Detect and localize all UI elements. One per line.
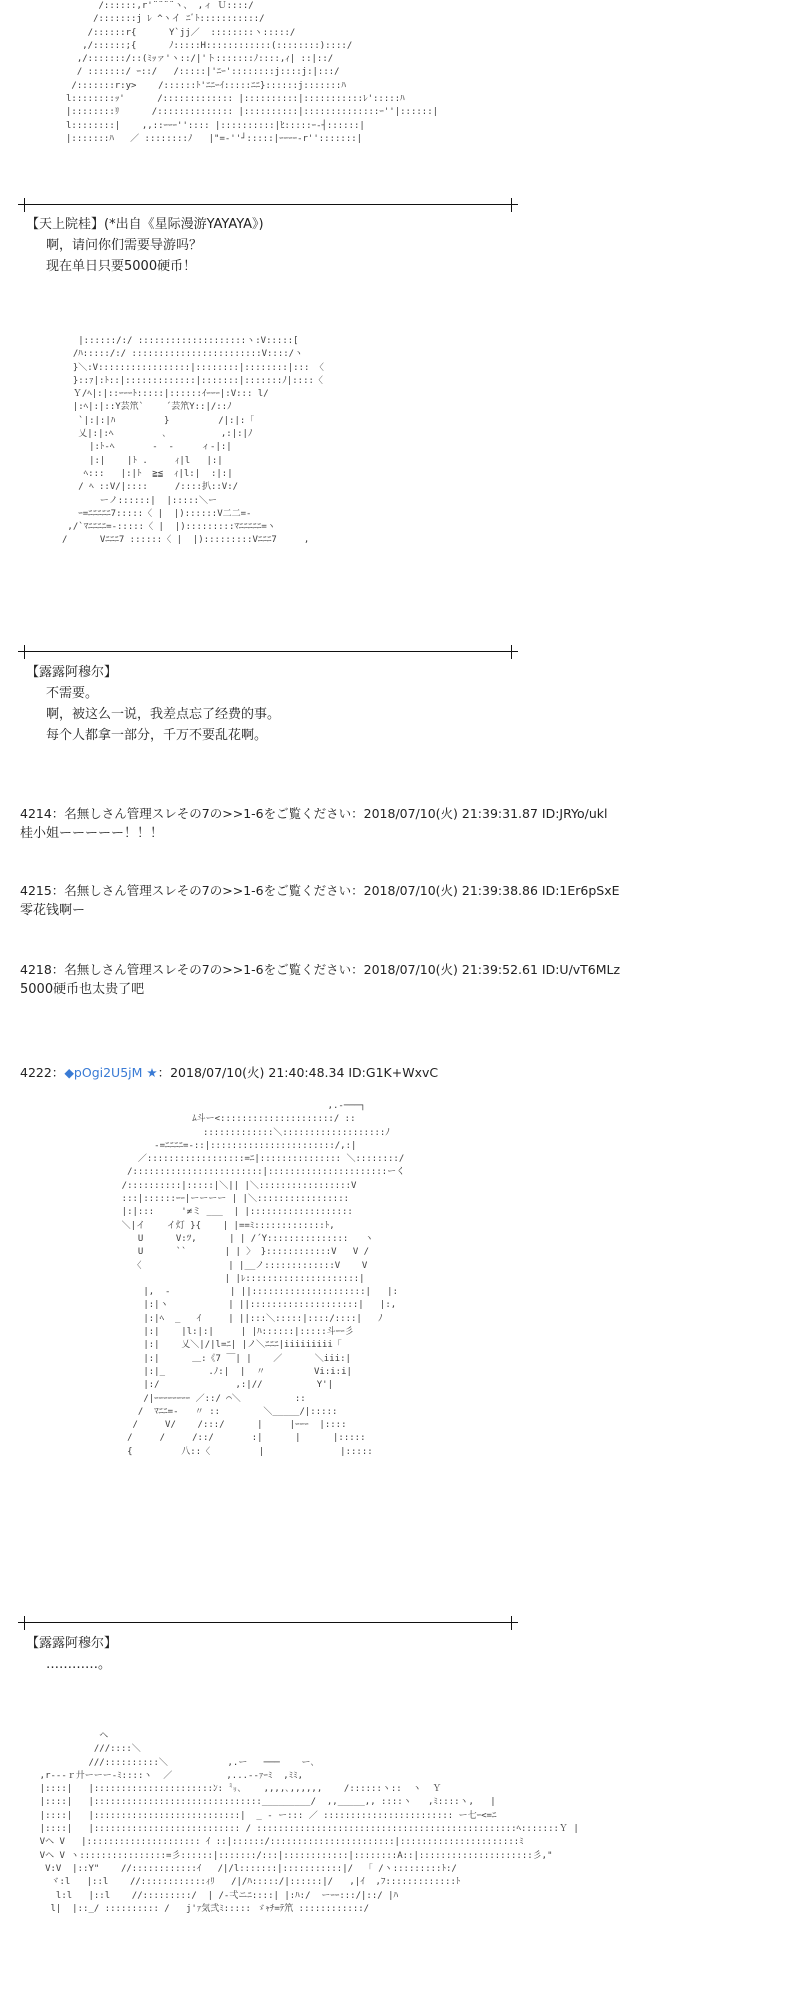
- speaker-name: 【露露阿穆尔】: [26, 1636, 118, 1651]
- post-header: [20, 1063, 438, 1083]
- dialogue-line: 现在单日只要5000硬币！: [46, 259, 197, 274]
- speaker-name: 【露露阿穆尔】: [26, 665, 118, 680]
- dialogue-lulu-2: [26, 1633, 117, 1675]
- post-body: 零花钱啊ー: [20, 903, 86, 918]
- dialogue-line: 每个人都拿一部分，千万不要乱花啊。: [46, 728, 268, 743]
- author-trip[interactable]: ◆pOgi2U5jM ★: [64, 1065, 158, 1080]
- scene-divider-3: [18, 1616, 518, 1630]
- ascii-art-standing: ,.-───┐ ﾑ斗ー<:::::::::::::::::::::/ :: :::::::::::::＼:::::::::::::::::::ﾉ -=ﾆﾆﾆﾆ=-::|:::::::::::::::::::::::/,:| ／::::::::::::::::::=ﾆ|::::::::::::::: ＼::::::::/ /::::::::::::::::::::::::|::::::::::::::::::::::ーく /::::::::::|:::::|＼|| |＼:::::::::::::::::V :::|::::::ｰｰ|ーーーー | |＼::::::::::::::::: |:|::: '≠ミ ___ | |::::::::::::::::::: ＼|イ イ灯 }{ | |==ﾐ:::::::::::::ﾄ, U V:ﾂ, | | /´Y::::::::::::::: ヽ U `` | | 〉 }::::::::::::V V / 〈 | |__ノ:::::::::::::V V | |ﾚ:::::::::::::::::::::| |, - | ||:::::::::::::::::::::| |: |:|ヽ | ||::::::::::::::::::::| |:, |:|ﾍ _ ｲ | ||:::＼:::::|::::/::::| ﾉ |:| |l:|:| | |ﾊ::::::|:::::斗ｰｰ彡 |:| 乂＼|/|l=ﾆ| |ノ＼ﾆﾆﾆ|iiiiiiiii「 |:| ＿:《7 ￣| | ／ ＼iii:| |:|_ .ﾉ:| | 〃 Vi:i:i| |:/ ,:|// Y'| /|ｰｰｰｰｰｰｰｰ ／::/ ⌒＼ :: / ﾏﾆﾆ=- 〃 :: ＼_____/|::::: / V/ /:::/ | |ｰｰｰ |:::: / / /::/ :| | |::::: { 八::〈 | |:::::: [121, 1101, 406, 1457]
- post-meta: ：2018/07/10(火) 21:40:48.34 ID:G1K+WxvC: [157, 1065, 439, 1080]
- dialogue-line: …………。: [46, 1657, 112, 1672]
- dialogue-line: 不需要。: [46, 686, 99, 701]
- ascii-art-girl: |::::::/:/ ::::::::::::::::::::ヽ:V:::::[ /ﾊ:::::/:/ ::::::::::::::::::::::::V::::/ヽ }＼:V:::::::::::::::::|::::::::|::::::::|::: 〈 }::ｧ|:ﾄ::|:::::::::::::|:::::::|:::::::ﾉ|::::〈 Ｙ/ﾍ|:|::ｰｰｰﾄ:::::|::::::ｲｰｰｰ|:V::: l/ |:ﾍ|:|::Y芸笊` ´芸笊Y::|/::ﾉ `|:|:|ﾊ } /|:|:「 乂|:|:ﾍ ､ ,:|:|ﾉ |:ﾄ-ﾍ - - ィ-|:| |:| |ﾄ . ｨ|l |:| ﾍ::: |:|ﾄ ≧≦ ｨ|l:| :|:| / ﾍ ::V/|:::: /::::扒::V:/ ーノ::::::| |:::::＼ー ｰ=ﾆﾆﾆﾆﾆ7:::::〈 | |)::::::V二二=- ,/`ﾏﾆﾆﾆﾆ=-:::::〈 | |):::::::::ﾏﾆﾆﾆﾆﾆ=ヽ / Vﾆﾆﾆ7 ::::::〈 | |):::::::::Vﾆﾆﾆ7 ,: [62, 336, 324, 546]
- reply-post-4214: [20, 804, 607, 844]
- post-body: 桂小姐ーーーーー！！！: [20, 826, 164, 841]
- reply-post-4218: [20, 960, 620, 1000]
- post-number: 4222：: [20, 1065, 65, 1080]
- ascii-art-top: /::::::,r'¨¨¨¨ヽ、 ,ィ Ｕ::::/ /:::::::j ﾚ ^ヽイ ﾆﾞﾄ:::::::::::/ /::::::r{ Y`jj／ ::::::::ヽ:::::/ ,/::::::;{ ﾉ:::::H::::::::::::(::::::::)::::/ ,/:::::::/::(ﾐｯァ'ヽ::/|'ト:::::::ﾉ::::,ｨ| ::|::/ / :::::::/ ｰ::/ /:::::|'ﾆｰ'::::::::j::::j:|:::/ /:::::::r:y> /::::::ﾄ'ﾆﾆｰｲ:::::ﾆﾆ}::::::j:::::::ﾊ l::::::::ｯ' /::::::::::::: |::::::::::|:::::::::::ﾚ':::::ﾊ |::::::::ﾘ /:::::::::::::: |::::::::::|::::::::::::::ｰ''|::::::| l::::::::| ,,::ｰｰｰ'':::: |::::::::::|ﾋ:::::ｰ‐┤::::::| |:::::::ﾊ ／ ::::::::ﾉ |"=-''┘:::::|ｰｰｰｰ‐r'':::::::|: [66, 1, 439, 144]
- dialogue-line: 啊，请问你们需要导游吗？: [46, 238, 203, 253]
- speaker-name: 【天上院桂】(*出自《星际漫游YAYAYA》): [26, 217, 264, 232]
- post-header: 4214：名無しさん管理スレその7の>>1-6をご覧ください：2018/07/10(火) 21:39:31.87 ID:JRYo/ukl: [20, 806, 608, 821]
- post-header: 4218：名無しさん管理スレその7の>>1-6をご覧ください：2018/07/10(火) 21:39:52.61 ID:U/vT6MLz: [20, 962, 621, 977]
- post-body: 5000硬币也太贵了吧: [20, 982, 145, 997]
- reply-post-4215: [20, 881, 620, 921]
- dialogue-katsura: [26, 214, 264, 277]
- post-header: 4215：名無しさん管理スレその7の>>1-6をご覧ください：2018/07/10(火) 21:39:38.86 ID:1Er6pSxE: [20, 883, 620, 898]
- dialogue-line: 啊，被这么一说，我差点忘了经费的事。: [46, 707, 281, 722]
- ascii-art-bottom: ヘ ///::::＼ ///::::::::::＼ ,.ー ─── ー､ ,r---ｒ廾ーーー-ﾐ::::ヽ ／ ,...-‐ｧｰﾐ ,ﾐﾐ, |::::| |::::::::::::::::::::::ﾝ: ㍉､ ,,,,､,,,,,, /::::::ヽ:: ヽ Ｙ |::::| |:::::::::::::::::::::::::::::::_________/ ,,_____,, ::::ヽ ,ﾐ::::ヽ, | |::::| |:::::::::::::::::::::::::::| _ ‐ ー::: ／ :::::::::::::::::::::::: ー七ｰ<=ﾆ |::::| |::::::::::::::::::::::::::: / ::::::::::::::::::::::::::::::::::::::::::::::::ﾍ:::::::Ｙ | Vヘ V |::::::::::::::::::::: ｲ ::|::::::/:::::::::::::::::::::::|::::::::::::::::::::::ﾐ Vヘ V ヽ::::::::::::::::=彡::::::|:::::::/:::|::::::::::::|::::::::A::|:::::::::::::::::::::彡," V:V |::Y" //::::::::::::ｲ /|/l:::::::|:::::::::::|/ 「 /ヽ:::::::::ﾄ:/ ヾ:l |::l //::::::::::::ｨﾘ /|/ﾊ:::::/|::::::|/ ,|ｲ ,ﾌ:::::::::::::ﾄ l:l |::l //:::::::::/ | /-弌ニﾆ::::| |:ﾊ:/ ーｰｰ:::/|::/ |ﾊ l| |::_/ :::::::::: / j'ｧ気弐ﾐ::::: ゞｬﾁ=ﾃ笊 ::::::::::::/: [39, 1731, 579, 1914]
- scene-divider-1: [18, 198, 518, 212]
- dialogue-lulu-1: [26, 662, 280, 746]
- author-post-4222: [20, 1063, 438, 1083]
- scene-divider-2: [18, 645, 518, 659]
